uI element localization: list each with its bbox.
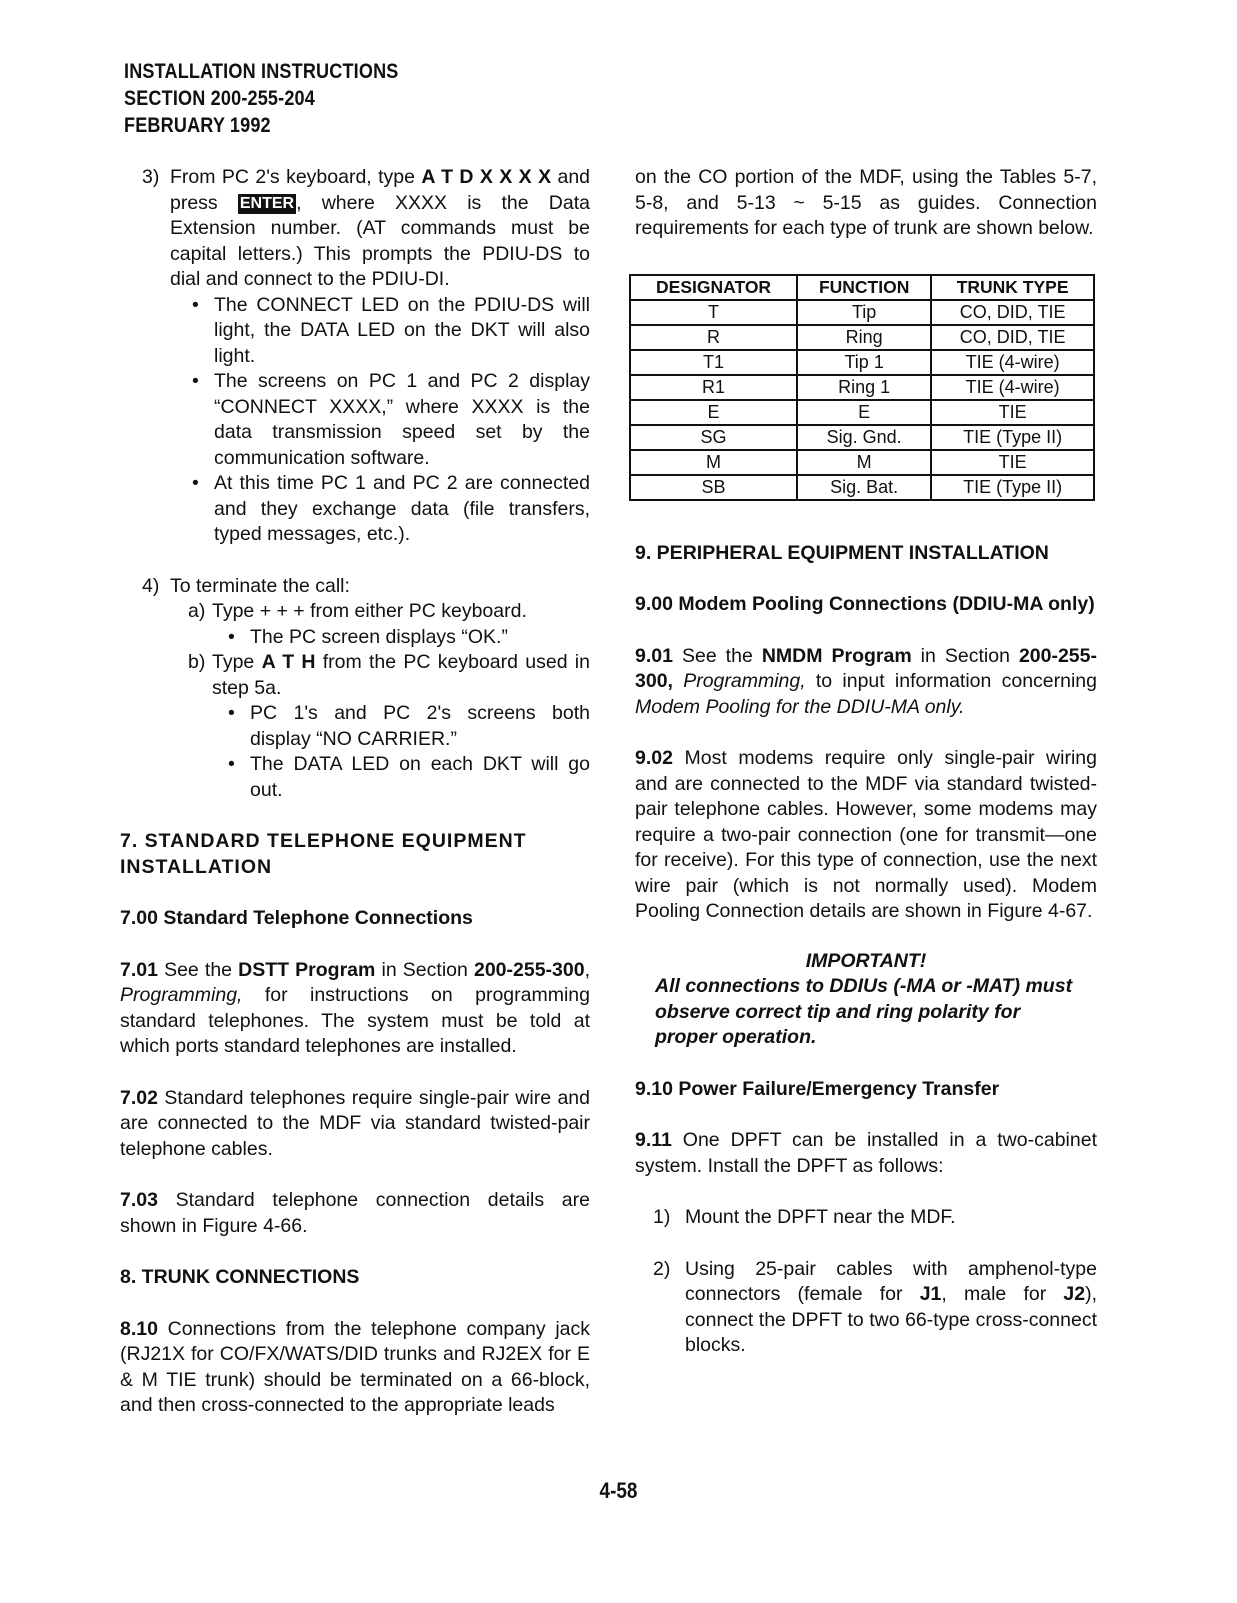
left-column: [120, 165, 590, 1419]
paragraph-7-02: [120, 1086, 590, 1163]
dpft-step-2: [635, 1257, 1097, 1359]
dpft-step-text: [685, 1257, 1097, 1359]
substep-b-text-part: from the PC keyboard used in step 5a.: [212, 651, 590, 699]
table-cell: Ring 1: [797, 375, 931, 400]
table-cell: SB: [630, 475, 797, 500]
paragraph-text: See the: [672, 644, 762, 667]
manual-title: Programming,: [683, 670, 806, 692]
column-header: FUNCTION: [797, 275, 931, 300]
paragraph-text-italic: Modem Pooling for the DDIU-MA only.: [635, 695, 965, 718]
substep-b-text: [212, 650, 590, 701]
program-name: NMDM Program: [761, 644, 912, 667]
table-cell: Tip: [797, 300, 931, 325]
section-reference: 200-255-300,: [635, 644, 1097, 692]
subsection-heading: 9.10 Power Failure/Emergency Transfer: [635, 1077, 1000, 1100]
trunk-intro-text: on the CO portion of the MDF, using the Tables 5-7, 5-8, and 5-13 ~ 5-15 as guides. Connection requirements for each type of trunk are shown below.: [635, 166, 1097, 239]
section-reference: 200-255-300: [473, 958, 585, 981]
header-date: FEBRUARY 1992: [124, 114, 271, 137]
paragraph-9-01: [635, 644, 1097, 721]
table-cell: Tip 1: [797, 350, 931, 375]
at-command: A T D X X X X: [421, 166, 552, 188]
paragraph-text: to input information concerning: [805, 670, 1097, 692]
substep-b-text-part: Type: [212, 651, 262, 673]
table-cell: Sig. Bat.: [797, 475, 931, 500]
paragraph-9-02: [635, 746, 1097, 925]
section-heading: 7. STANDARD TELEPHONE EQUIPMENT INSTALLATION: [120, 830, 527, 878]
bullet-item: • At this time PC 1 and PC 2 are connected and they exchange data (file transfers, typed messages, etc.).: [188, 471, 590, 548]
step-4: [120, 574, 590, 600]
bullet-item: • The DATA LED on each DKT will go out.: [224, 752, 590, 803]
section-heading: 8. TRUNK CONNECTIONS: [120, 1266, 360, 1288]
document-header: [124, 58, 399, 139]
paragraph-text: See the: [157, 958, 239, 981]
paragraph-number: 7.02: [120, 1086, 158, 1109]
header-title: INSTALLATION INSTRUCTIONS: [124, 60, 399, 83]
paragraph-number: 8.10: [120, 1317, 158, 1340]
step-4-text: To terminate the call:: [170, 574, 350, 597]
trunk-designator-table: [629, 274, 1095, 501]
substep-a: [120, 599, 590, 625]
step-number: 1): [653, 1206, 671, 1228]
table-cell: TIE (Type II): [931, 475, 1094, 500]
step-3: [120, 165, 590, 293]
paragraph-8-10: [120, 1317, 590, 1419]
paragraph-number: 7.03: [120, 1189, 158, 1211]
bullet-item: • The PC screen displays “OK.”: [224, 625, 590, 651]
table-cell: TIE (4-wire): [931, 350, 1094, 375]
table-row: [630, 400, 1094, 425]
table-cell: TIE (Type II): [931, 425, 1094, 450]
table-header-row: [630, 275, 1094, 300]
dpft-step-text-part: Using 25-pair cables with amphenol-type connectors (female for: [685, 1257, 1097, 1305]
section-heading: 9. PERIPHERAL EQUIPMENT INSTALLATION: [635, 541, 1049, 564]
table-cell: E: [797, 400, 931, 425]
connector-label: J2: [1063, 1283, 1086, 1305]
table-cell: CO, DID, TIE: [931, 325, 1094, 350]
paragraph-number: 9.11: [635, 1129, 672, 1151]
paragraph-text: Standard telephone connection details are shown in Figure 4-66.: [120, 1189, 590, 1237]
table-cell: Sig. Gnd.: [797, 425, 931, 450]
table-row: [630, 375, 1094, 400]
connector-label: J1: [919, 1283, 942, 1305]
table-cell: T1: [630, 350, 797, 375]
step-number: 4): [142, 574, 160, 597]
table-cell: R: [630, 325, 797, 350]
manual-title: Programming,: [120, 984, 243, 1006]
step-3-text-part: and press: [170, 166, 591, 214]
dpft-step-text: Mount the DPFT near the MDF.: [685, 1206, 956, 1228]
important-notice: All connections to DDIUs (-MA or -MAT) must observe correct tip and ring polarity for proper operation.: [655, 975, 1073, 1048]
table-row: [630, 350, 1094, 375]
table-cell: E: [630, 400, 797, 425]
step-3-text-part: , where XXXX is the Data Extension number. (AT commands must be capital letters.) This prompts the PDIU-DS to dial and connect to the PDIU-DI.: [170, 191, 590, 290]
program-name: DSTT Program: [238, 958, 376, 981]
substep-b: [120, 650, 590, 701]
step-3-text-part: From PC 2's keyboard, type: [170, 166, 422, 188]
paragraph-text: Most modems require only single-pair wiring and are connected to the MDF via standard twisted-pair telephone cables. However, some modems may require a two-pair connection (one for transmit—one for receive). For this type of connection, use the next wire pair (which is not normally used). Modem Pooling Connection details are shown in Figure 4-67.: [635, 747, 1097, 922]
paragraph-number: 9.01: [635, 644, 673, 667]
table-cell: SG: [630, 425, 797, 450]
paragraph-text: ,: [584, 958, 590, 981]
dpft-step-text-part: ), connect the DPFT to two 66-type cross-connect blocks.: [685, 1283, 1097, 1356]
table-row: [630, 300, 1094, 325]
step-number: 3): [142, 166, 160, 188]
step-3-text: [170, 165, 590, 293]
paragraph-number: 7.01: [120, 958, 158, 981]
bullet-item: • The CONNECT LED on the PDIU-DS will light, the DATA LED on the DKT will also light.: [188, 293, 590, 370]
table-row: [630, 425, 1094, 450]
paragraph-text: One DPFT can be installed in a two-cabinet system. Install the DPFT as follows:: [635, 1129, 1097, 1177]
substep-a-text: Type + + + from either PC keyboard.: [212, 600, 527, 622]
right-column: [635, 165, 1097, 1359]
header-section: SECTION 200-255-204: [124, 87, 315, 110]
subsection-heading: 9.00 Modem Pooling Connections (DDIU-MA only): [635, 593, 1095, 615]
dpft-step-text-part: , male for: [941, 1283, 1064, 1305]
substep-label: b): [188, 651, 206, 673]
paragraph-text: [673, 670, 683, 692]
table-cell: M: [630, 450, 797, 475]
step-number: 2): [653, 1257, 671, 1280]
paragraph-number: 9.02: [635, 747, 673, 769]
paragraph-9-11: [635, 1128, 1097, 1179]
paragraph-text: Standard telephones require single-pair wire and are connected to the MDF via standard twisted-pair telephone cables.: [120, 1086, 590, 1160]
bullet-item: • PC 1's and PC 2's screens both display “NO CARRIER.”: [224, 701, 590, 752]
page-number: 4-58: [599, 1478, 638, 1503]
subsection-heading: 7.00 Standard Telephone Connections: [120, 907, 473, 929]
paragraph-7-03: [120, 1188, 590, 1239]
table-cell: M: [797, 450, 931, 475]
column-header: DESIGNATOR: [630, 275, 797, 300]
dpft-step-1: [635, 1205, 1097, 1231]
substep-label: a): [188, 600, 206, 622]
table-cell: TIE (4-wire): [931, 375, 1094, 400]
column-header: TRUNK TYPE: [931, 275, 1094, 300]
enter-key-icon: ENTER: [239, 194, 295, 212]
table-cell: TIE: [931, 450, 1094, 475]
paragraph-7-01: [120, 958, 590, 1060]
table-row: [630, 450, 1094, 475]
paragraph-text: for instructions on programming standard telephones. The system must be told at which ports standard telephones are installed.: [120, 984, 590, 1057]
table-cell: TIE: [931, 400, 1094, 425]
bullet-item: • The screens on PC 1 and PC 2 display “CONNECT XXXX,” where XXXX is the data transmission speed set by the communication software.: [188, 369, 590, 471]
paragraph-text: in Section: [375, 958, 474, 981]
table-row: [630, 475, 1094, 500]
table-cell: Ring: [797, 325, 931, 350]
paragraph-text: in Section: [911, 644, 1019, 667]
table-row: [630, 325, 1094, 350]
table-cell: T: [630, 300, 797, 325]
paragraph-text: Connections from the telephone company jack (RJ21X for CO/FX/WATS/DID trunks and RJ2EX for E & M TIE trunk) should be terminated on a 66-block, and then cross-connected to the appropriate leads: [120, 1317, 590, 1416]
table-cell: CO, DID, TIE: [931, 300, 1094, 325]
table-cell: R1: [630, 375, 797, 400]
important-title: IMPORTANT!: [805, 949, 927, 972]
at-command: A T H: [261, 651, 316, 673]
